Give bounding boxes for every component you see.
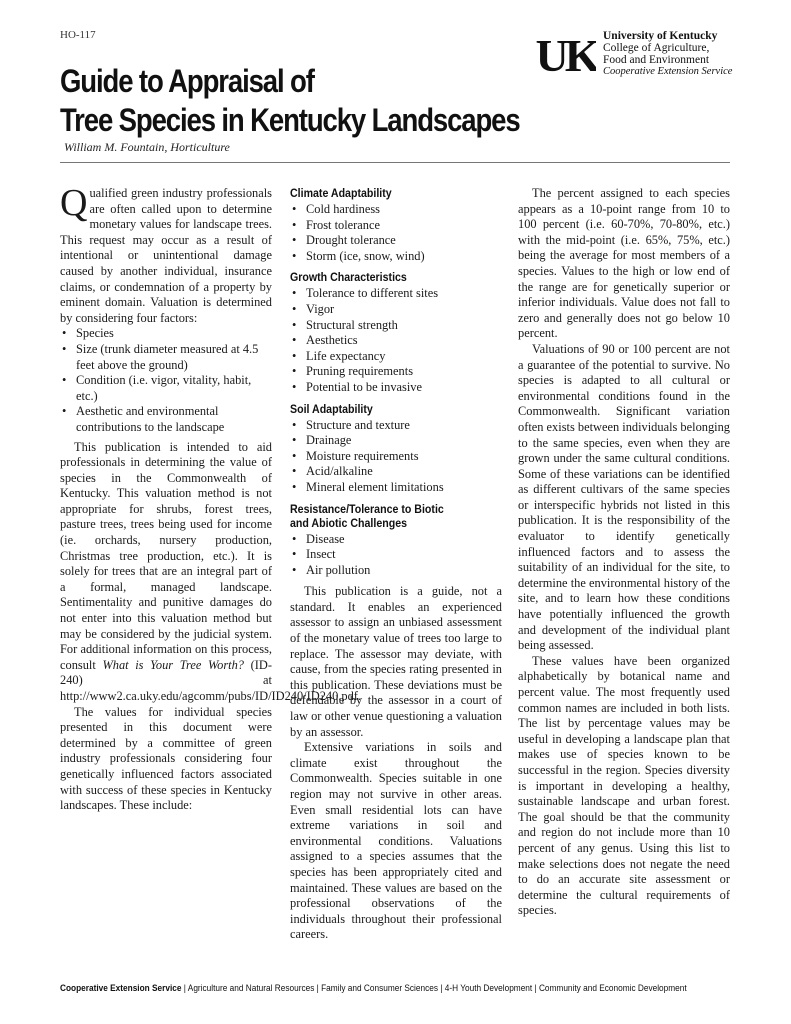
reference-title: What is Your Tree Worth? — [102, 657, 245, 672]
committee-paragraph: The values for individual species presented in this document were determined by a committee of green industry professionals considering four genetically influenced factors associated with success of these species in Kentucky landscapes. These include: — [60, 704, 272, 813]
organization-paragraph: These values have been organized alphabetically by botanical name and percent value. The most frequently used common names are included in both lists. The list by percentage values may be useful in developing a landscape plan that makes use of species known to be successful in the region. Species diversity is important in developing a healthy, sustainable landscape and urban forest. The goal should be that the community and region do not include more than 10 percent of any genus. Using this list to make selections does not negate the need to do an accurate site assessment or determine the cultural requirements of species. — [518, 653, 730, 918]
percent-paragraph: The percent assigned to each species appears as a 10-point range from 10 to 100 percent (i.e. 60-70%, 70-80%, etc.) with the mid-point (i.e. 65%, 75%, etc.) being the average for most members of a species. Values to the high or low end of the range are for genetically superior or inferior individuals. Value does not fall to zero and generally does not go below 10 percent. — [518, 186, 730, 341]
list-item: • Frost tolerance — [290, 218, 502, 234]
list-item: • Moisture requirements — [290, 449, 502, 465]
list-item: • Drought tolerance — [290, 233, 502, 249]
title-line-1: Guide to Appraisal of — [60, 63, 314, 99]
list-item: • Species — [60, 326, 272, 342]
list-item: • Structural strength — [290, 318, 502, 334]
header-divider — [60, 162, 730, 163]
list-item: • Potential to be invasive — [290, 380, 502, 396]
list-item: • Drainage — [290, 433, 502, 449]
list-item: • Air pollution — [290, 563, 502, 579]
valuations-paragraph: Valuations of 90 or 100 percent are not a guarantee of the potential to survive. No species is adapted to all cultural or environmental conditions found in the Commonwealth. Significant variation often exists between individuals belonging to the same species, even when they are grown under the same cultural conditions. Some of these variations can be identified as different cultivars of the same species or interspecific hybrids not listed in this publication. It is the responsibility of the evaluator to identify genetically influenced factors and to assess the suitability of an individual for the site, to determine the environmental history of the site, and to learn how these conditions have potentially influenced the growth and development of the individual plant being assessed. — [518, 341, 730, 653]
university-name: University of Kentucky — [603, 30, 718, 42]
institution-block — [603, 30, 732, 78]
section-climate — [290, 186, 502, 264]
guide-paragraph: This publication is a guide, not a standard. It enables an experienced assessor to assign an unbiased assessment of the monetary value of trees too large to replace. The assessor may deviate, with cause, from the species rating presented in this publication. These deviations must be defendable by the assessor in a court of law or other venue questioning a valuation by an assessor. — [290, 584, 502, 739]
list-item: • Mineral element limitations — [290, 480, 502, 496]
svg-text:UK: UK — [536, 30, 596, 76]
valuation-factors-list — [60, 326, 272, 435]
list-item: • Vigor — [290, 302, 502, 318]
section-growth — [290, 270, 502, 395]
list-item: • Size (trunk diameter measured at 4.5 feet above the ground) — [60, 342, 272, 373]
section-heading: Soil Adaptability — [290, 401, 373, 416]
title-line-2: Tree Species in Kentucky Landscapes — [60, 102, 520, 138]
list-item: • Aesthetic and environmental contributions to the landscape — [60, 404, 272, 435]
document-id: HO-117 — [60, 29, 96, 41]
column-3 — [518, 186, 730, 919]
list-item: • Storm (ice, snow, wind) — [290, 249, 502, 265]
purpose-paragraph: This publication is intended to aid professionals in determining the value of species in the Commonwealth of Kentucky. This valuation method is not appropriate for shrubs, forest trees, pasture trees, trees being used for income (ie. orchards, nursery production, Christmas tree production, etc.). It is solely for trees that are an integral part of a formal, managed landscape. Sentimentality and punitive damages do not enter into this valuation method but may be considered by the judicial system. For additional information on this process, consult What is Your Tree Worth? (ID-240) at http://www2.ca.uky.edu/agcomm/pubs/ID/ID240/ID240.pdf. — [60, 439, 361, 703]
uk-logo — [536, 30, 596, 76]
section-heading: Resistance/Tolerance to Biotic and Abiotic Challenges — [290, 501, 444, 530]
list-item: • Structure and texture — [290, 418, 502, 434]
footer: Cooperative Extension Service | Agriculture and Natural Resources | Family and Consumer Sciences | 4-H Youth Development | Community and Economic Development — [60, 983, 687, 993]
section-heading: Climate Adaptability — [290, 186, 392, 200]
intro-paragraph: Qualified green industry professionals are often called upon to determine monetary values for landscape trees. This request may occur as a result of intentional or unintentional damage caused by another individual, insurance claims, or condemnation of a property by eminent domain. Valuation is determined by considering four factors: — [60, 182, 272, 325]
page-title — [60, 62, 520, 140]
section-heading: Growth Characteristics — [290, 270, 407, 285]
extension-service: Cooperative Extension Service — [603, 66, 733, 77]
section-soil — [290, 402, 502, 496]
college-line-1: College of Agriculture, — [603, 42, 710, 54]
list-item: • Life expectancy — [290, 349, 502, 365]
college-line-2: Food and Environment — [603, 54, 710, 66]
list-item: • Pruning requirements — [290, 364, 502, 380]
list-item: • Insect — [290, 547, 502, 563]
variations-paragraph: Extensive variations in soils and climate exist throughout the Commonwealth. Species suitable in one region may not survive in other areas. Even small residential lots can have extreme variations in soil and environmental conditions. Valuations assigned to a species assumes that the species has been appropriately cited and maintained. These values are based on the professional observations of the individuals throughout their professional careers. — [290, 740, 502, 942]
drop-cap: Q — [60, 182, 88, 224]
list-item: • Acid/alkaline — [290, 464, 502, 480]
list-item: • Condition (i.e. vigor, vitality, habit, etc.) — [60, 373, 272, 404]
author-line: William M. Fountain, Horticulture — [64, 140, 230, 154]
column-2 — [290, 186, 502, 943]
list-item: • Disease — [290, 532, 502, 548]
list-item: • Aesthetics — [290, 333, 502, 349]
list-item: • Cold hardiness — [290, 202, 502, 218]
section-resistance — [290, 502, 502, 579]
list-item: • Tolerance to different sites — [290, 286, 502, 302]
